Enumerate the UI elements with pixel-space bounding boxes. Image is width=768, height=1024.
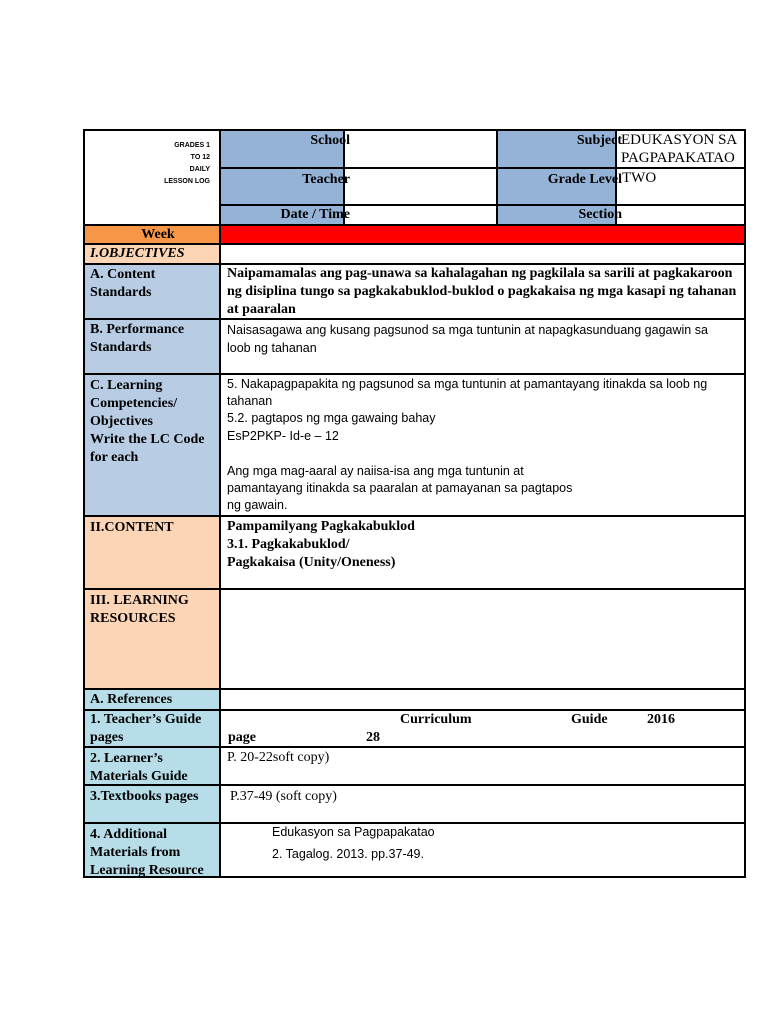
week-label: Week xyxy=(141,227,175,242)
teachers-guide-label: 1. Teacher’s Guide pages xyxy=(90,712,202,745)
performance-standards-text: Naisasagawa ang kusang pagsunod sa mga tuntunin at napagkasunduang gagawin sa loob ng tahanan xyxy=(227,323,708,355)
week-bar xyxy=(220,225,745,244)
performance-standards-label: B. Performance Standards xyxy=(90,322,185,355)
resources-label: III. LEARNING RESOURCES xyxy=(90,593,189,626)
competencies-objective: Ang mga mag-aaral ay naiisa-isa ang mga tuntunin at pamantayang itinakda sa paaralan at pamayanan sa pagtapos ng gawain. xyxy=(227,464,573,512)
competencies-label: C. Learning Competencies/ Objectives Write the LC Code for each xyxy=(90,378,205,465)
textbooks-label: 3.Textbooks pages xyxy=(90,789,199,804)
additional-materials-line1: Edukasyon sa Pagpapakatao xyxy=(272,825,435,839)
teachers-guide-word-year: 2016 xyxy=(647,712,675,727)
competencies-code: EsP2PKP- Id-e – 12 xyxy=(227,429,339,443)
learners-materials-label: 2. Learner’s Materials Guide xyxy=(90,751,188,784)
content-line1: Pampamilyang Pagkakabuklod xyxy=(227,519,415,534)
school-label: School xyxy=(310,133,350,148)
teacher-label: Teacher xyxy=(302,172,350,187)
grade-level-value: TWO xyxy=(622,170,657,186)
subject-label: Subject xyxy=(576,133,622,148)
teachers-guide-page-number: 28 xyxy=(366,730,380,745)
content-line2: 3.1. Pagkakabuklod/ xyxy=(227,537,350,552)
content-label: II.CONTENT xyxy=(90,520,174,535)
section-label: Section xyxy=(578,207,622,222)
date-time-label: Date / Time xyxy=(280,207,350,222)
objectives-heading: I.OBJECTIVES xyxy=(90,246,185,261)
references-label: A. References xyxy=(90,692,173,707)
teachers-guide-word-guide: Guide xyxy=(571,712,608,727)
competencies-line1: 5. Nakapagpapakita ng pagsunod sa mga tuntunin at pamantayang itinakda sa loob ng tahanan xyxy=(227,377,708,408)
subject-value: EDUKASYON SA PAGPAPAKATAO xyxy=(621,132,737,166)
textbooks-value: P.37-49 (soft copy) xyxy=(230,789,337,804)
additional-materials-label: 4. Additional Materials from Learning Resource xyxy=(90,827,204,878)
content-line3: Pagkakaisa (Unity/Oneness) xyxy=(227,555,396,570)
additional-materials-line2: 2. Tagalog. 2013. pp.37-49. xyxy=(272,847,424,861)
grid-line xyxy=(744,129,746,878)
teachers-guide-word-curriculum: Curriculum xyxy=(400,712,472,727)
grade-level-label: Grade Level xyxy=(547,172,622,187)
teachers-guide-word-page: page xyxy=(228,730,256,745)
learners-materials-value: P. 20-22soft copy) xyxy=(227,750,330,765)
competencies-line2: 5.2. pagtapos ng mga gawaing bahay xyxy=(227,411,436,425)
content-standards-label: A. Content Standards xyxy=(90,267,156,300)
content-standards-text: Naipamamalas ang pag-unawa sa kahalagahan ng pagkilala sa sarili at pagkakaroon ng disiplina tungo sa pagkakabuklod-buklod o pagkakaisa ng mga kasapi ng tahanan at paaralan xyxy=(227,266,737,317)
lesson-log-logo-text: GRADES 1 TO 12 DAILY LESSON LOG xyxy=(164,142,210,185)
